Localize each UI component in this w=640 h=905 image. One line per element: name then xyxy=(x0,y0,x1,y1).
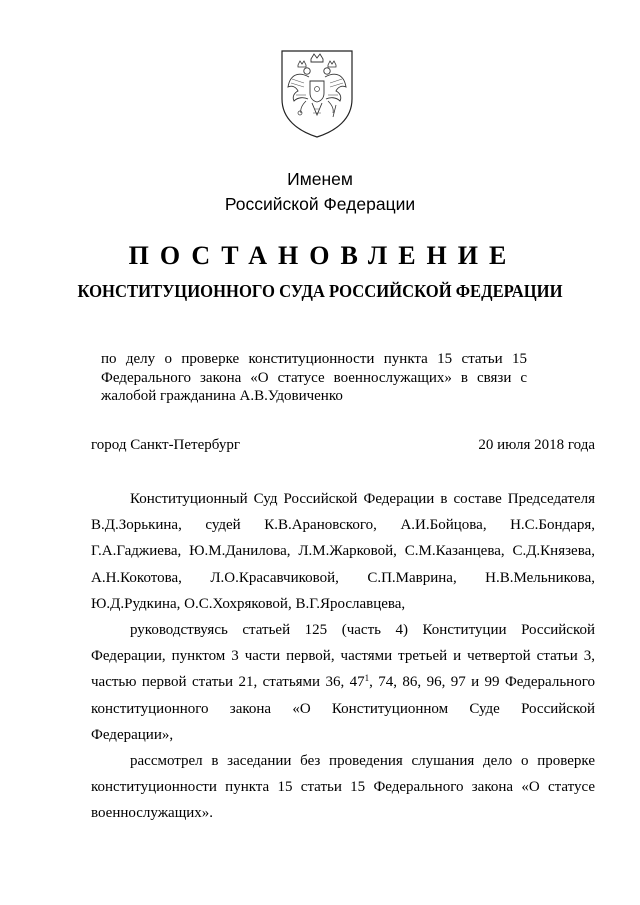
body-line: конституционности пункта 15 статьи 15 Федерального закона «О статусе xyxy=(91,779,595,796)
body-line: Конституционный Суд Российской Федерации в составе Председателя xyxy=(130,491,595,507)
body-line: В.Д.Зорькина, судей К.В.Арановского, А.И.Бойцова, Н.С.Бондаря, xyxy=(91,517,595,534)
body-line: военнослужащих». xyxy=(91,805,214,822)
date-of-issue: 20 июля 2018 года xyxy=(478,437,595,453)
court-name: КОНСТИТУЦИОННОГО СУДА РОССИЙСКОЙ ФЕДЕРАЦИИ xyxy=(77,281,563,301)
body-line: конституционного закона «О Конституционном Суде Российской xyxy=(91,700,595,717)
body-line: рассмотрел в заседании без проведения слушания дело о проверке xyxy=(130,752,595,769)
body-line xyxy=(91,669,595,695)
superscript: 1 xyxy=(364,673,370,684)
body-line: Г.А.Гаджиева, Ю.М.Данилова, Л.М.Жарковой, С.М.Казанцева, С.Д.Князева, xyxy=(91,543,595,560)
body-line: Федерации, пунктом 3 части первой, частями третьей и четвертой статьи 3, xyxy=(91,648,595,665)
place-of-issue: город Санкт-Петербург xyxy=(91,437,240,453)
body-line: руководствуясь статьей 125 (часть 4) Конституции Российской xyxy=(130,621,595,638)
case-subject xyxy=(101,350,527,406)
body-line: Ю.Д.Рудкина, О.С.Хохряковой, В.Г.Ярославцева, xyxy=(91,595,406,612)
coat-of-arms-icon xyxy=(276,47,358,139)
body-line: А.Н.Кокотова, Л.О.Красавчиковой, С.П.Маврина, Н.В.Мельникова, xyxy=(91,569,595,586)
document-title: ПОСТАНОВЛЕНИЕ xyxy=(128,241,518,270)
body-line: Федерации», xyxy=(91,726,174,743)
body-text: , 74, 86, 96, 97 и 99 Федерального xyxy=(369,674,595,691)
body-text: частью первой статьи 21, статьями 36, 47 xyxy=(91,674,365,691)
in-name-heading: Именем xyxy=(287,169,353,189)
document-body xyxy=(91,486,595,826)
federation-heading: Российской Федерации xyxy=(224,194,416,214)
subject-line: Федерального закона «О статусе военнослужащих» в связи с xyxy=(101,369,527,386)
subject-line: по делу о проверке конституционности пункта 15 статьи 15 xyxy=(101,351,527,367)
subject-line: жалобой гражданина А.В.Удовиченко xyxy=(101,388,343,404)
